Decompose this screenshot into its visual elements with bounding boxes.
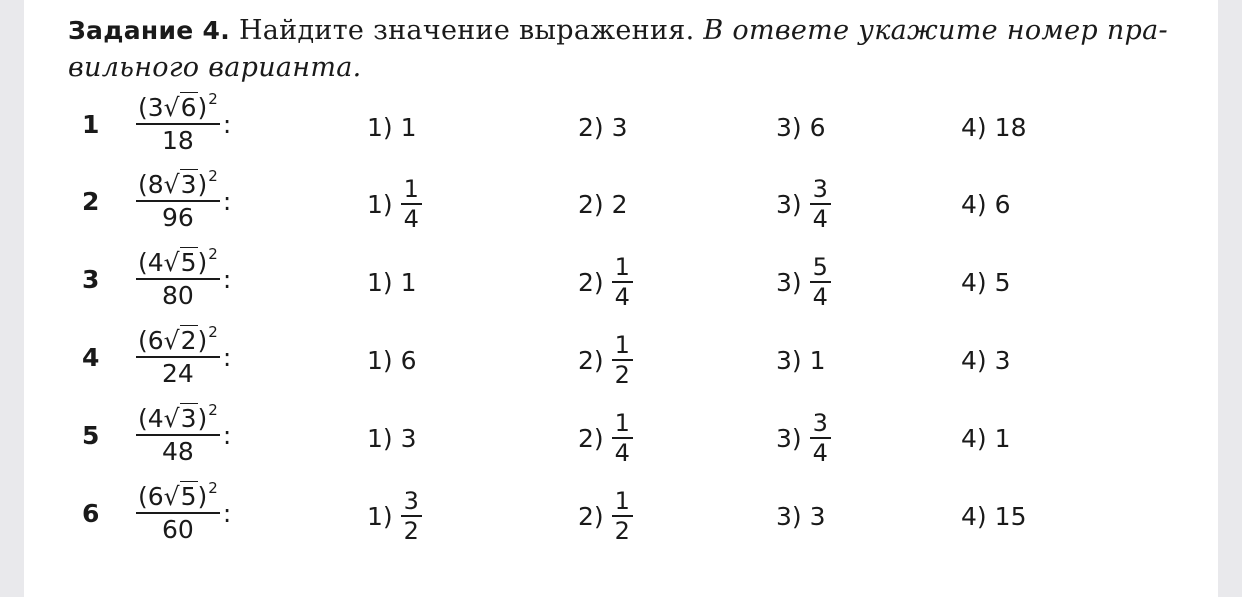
expression-fraction <box>136 481 220 542</box>
option-numerator: 3 <box>810 411 831 439</box>
option-label: 2) <box>578 267 604 297</box>
option-denominator: 4 <box>812 283 828 311</box>
option-label: 3) <box>776 423 802 453</box>
answer-option-3[interactable] <box>776 481 826 551</box>
option-value: 18 <box>994 112 1027 142</box>
option-value: 15 <box>994 501 1027 531</box>
colon: : <box>222 265 232 294</box>
colon: : <box>222 343 232 372</box>
option-numerator: 1 <box>612 489 633 517</box>
option-label: 4) <box>961 189 987 219</box>
option-fraction <box>401 489 422 543</box>
answer-option-3[interactable] <box>776 325 826 395</box>
option-value: 3 <box>994 345 1011 375</box>
expression-denominator: 24 <box>162 359 194 388</box>
option-numerator: 1 <box>612 255 633 283</box>
answer-option-1[interactable] <box>367 481 422 551</box>
option-fraction <box>401 177 422 231</box>
option-label: 1) <box>367 501 393 531</box>
option-value: 6 <box>994 189 1011 219</box>
option-label: 1) <box>367 189 393 219</box>
answer-option-1[interactable] <box>367 403 417 473</box>
answer-option-4[interactable] <box>961 403 1011 473</box>
problem-number: 6 <box>82 499 100 528</box>
expression-fraction <box>136 325 220 386</box>
problem-row <box>24 325 1218 395</box>
answer-option-3[interactable] <box>776 247 831 317</box>
option-fraction <box>612 489 633 543</box>
problem-row <box>24 247 1218 317</box>
option-value: 1 <box>809 345 826 375</box>
problem-number: 2 <box>82 187 100 216</box>
answer-option-2[interactable] <box>578 325 633 395</box>
option-numerator: 5 <box>810 255 831 283</box>
expression-numerator: $(6√5)^2$ <box>136 481 220 514</box>
option-label: 1) <box>367 423 393 453</box>
expression-numerator: $(4√3)^2$ <box>136 403 220 436</box>
problem-row <box>24 481 1218 551</box>
option-label: 2) <box>578 112 604 142</box>
option-denominator: 4 <box>403 205 419 233</box>
option-numerator: 3 <box>401 489 422 517</box>
answer-option-1[interactable] <box>367 169 422 239</box>
problem-row <box>24 169 1218 239</box>
answer-option-3[interactable] <box>776 403 831 473</box>
option-denominator: 4 <box>614 439 630 467</box>
option-value: 5 <box>994 267 1011 297</box>
radicand: 5 <box>180 248 197 277</box>
option-denominator: 4 <box>614 283 630 311</box>
square-root: √5 <box>163 248 197 277</box>
expression-numerator: $(4√5)^2$ <box>136 247 220 280</box>
radicand: 3 <box>180 404 197 433</box>
option-value: 6 <box>400 345 417 375</box>
square-root: √3 <box>163 404 197 433</box>
option-label: 2) <box>578 345 604 375</box>
expression-denominator: 18 <box>162 126 194 155</box>
square-root: √5 <box>163 482 197 511</box>
option-numerator: 1 <box>401 177 422 205</box>
problem-expression <box>136 325 231 386</box>
coefficient: 4 <box>147 248 164 277</box>
option-denominator: 2 <box>614 517 630 545</box>
problem-expression <box>136 481 231 542</box>
option-fraction <box>810 177 831 231</box>
colon: : <box>222 499 232 528</box>
problem-number: 3 <box>82 265 100 294</box>
answer-option-3[interactable] <box>776 92 826 162</box>
option-denominator: 4 <box>812 439 828 467</box>
option-numerator: 3 <box>810 177 831 205</box>
option-value: 2 <box>611 189 628 219</box>
option-denominator: 4 <box>812 205 828 233</box>
exponent: 2 <box>208 90 218 108</box>
expression-fraction <box>136 92 220 153</box>
expression-fraction <box>136 247 220 308</box>
answer-option-2[interactable] <box>578 247 633 317</box>
radicand: 6 <box>180 93 197 122</box>
square-root: √6 <box>163 93 197 122</box>
coefficient: 6 <box>147 326 164 355</box>
option-label: 4) <box>961 345 987 375</box>
option-label: 1) <box>367 267 393 297</box>
radicand: 3 <box>180 170 197 199</box>
expression-fraction <box>136 403 220 464</box>
answer-option-1[interactable] <box>367 92 417 162</box>
option-value: 6 <box>809 112 826 142</box>
option-fraction <box>810 411 831 465</box>
task-heading <box>68 12 1178 86</box>
option-label: 4) <box>961 423 987 453</box>
colon: : <box>222 421 232 450</box>
option-label: 1) <box>367 112 393 142</box>
answer-option-2[interactable] <box>578 403 633 473</box>
coefficient: 4 <box>147 404 164 433</box>
problem-number: 4 <box>82 343 100 372</box>
exponent: 2 <box>208 323 218 341</box>
coefficient: 6 <box>147 482 164 511</box>
answer-option-4[interactable] <box>961 247 1011 317</box>
problem-number: 5 <box>82 421 100 450</box>
option-label: 2) <box>578 423 604 453</box>
exponent: 2 <box>208 167 218 185</box>
answer-option-2[interactable] <box>578 92 628 162</box>
problem-expression <box>136 92 231 153</box>
expression-numerator: $(3√6)^2$ <box>136 92 220 125</box>
expression-fraction <box>136 169 220 230</box>
option-label: 3) <box>776 189 802 219</box>
exponent: 2 <box>208 479 218 497</box>
coefficient: 3 <box>147 93 164 122</box>
exponent: 2 <box>208 401 218 419</box>
option-value: 3 <box>611 112 628 142</box>
option-numerator: 1 <box>612 333 633 361</box>
exponent: 2 <box>208 245 218 263</box>
option-label: 3) <box>776 501 802 531</box>
option-label: 3) <box>776 345 802 375</box>
option-value: 1 <box>400 112 417 142</box>
answer-option-1[interactable] <box>367 325 417 395</box>
square-root: √2 <box>163 326 197 355</box>
problem-number: 1 <box>82 110 100 139</box>
problem-expression <box>136 169 231 230</box>
option-label: 2) <box>578 501 604 531</box>
expression-numerator: $(6√2)^2$ <box>136 325 220 358</box>
answer-option-3[interactable] <box>776 169 831 239</box>
square-root: √3 <box>163 170 197 199</box>
option-label: 4) <box>961 267 987 297</box>
expression-denominator: 60 <box>162 515 194 544</box>
answer-option-4[interactable] <box>961 92 1026 162</box>
task-instruction-italic-1: В ответе укажите номер пра- <box>703 15 1168 46</box>
task-instruction: Найдите значение выражения. <box>238 15 695 46</box>
problem-expression <box>136 247 231 308</box>
option-label: 4) <box>961 112 987 142</box>
colon: : <box>222 110 232 139</box>
option-label: 1) <box>367 345 393 375</box>
option-fraction <box>612 411 633 465</box>
option-label: 3) <box>776 112 802 142</box>
expression-denominator: 80 <box>162 281 194 310</box>
answer-option-4[interactable] <box>961 325 1011 395</box>
option-numerator: 1 <box>612 411 633 439</box>
expression-denominator: 48 <box>162 437 194 466</box>
option-denominator: 2 <box>614 361 630 389</box>
option-fraction <box>612 333 633 387</box>
option-value: 1 <box>994 423 1011 453</box>
problem-row <box>24 92 1218 162</box>
task-label: Задание 4. <box>68 16 231 45</box>
option-label: 3) <box>776 267 802 297</box>
answer-option-4[interactable] <box>961 169 1011 239</box>
answer-option-1[interactable] <box>367 247 417 317</box>
radicand: 2 <box>180 326 197 355</box>
option-label: 2) <box>578 189 604 219</box>
option-value: 3 <box>809 501 826 531</box>
answer-option-2[interactable] <box>578 481 633 551</box>
expression-numerator: $(8√3)^2$ <box>136 169 220 202</box>
problem-expression <box>136 403 231 464</box>
worksheet-page <box>24 0 1218 597</box>
colon: : <box>222 187 232 216</box>
task-instruction-italic-2: вильного варианта. <box>68 52 362 83</box>
coefficient: 8 <box>147 170 164 199</box>
answer-option-4[interactable] <box>961 481 1026 551</box>
option-fraction <box>612 255 633 309</box>
option-value: 3 <box>400 423 417 453</box>
radicand: 5 <box>180 482 197 511</box>
problem-row <box>24 403 1218 473</box>
option-value: 1 <box>400 267 417 297</box>
option-label: 4) <box>961 501 987 531</box>
answer-option-2[interactable] <box>578 169 628 239</box>
option-denominator: 2 <box>403 517 419 545</box>
expression-denominator: 96 <box>162 203 194 232</box>
option-fraction <box>810 255 831 309</box>
